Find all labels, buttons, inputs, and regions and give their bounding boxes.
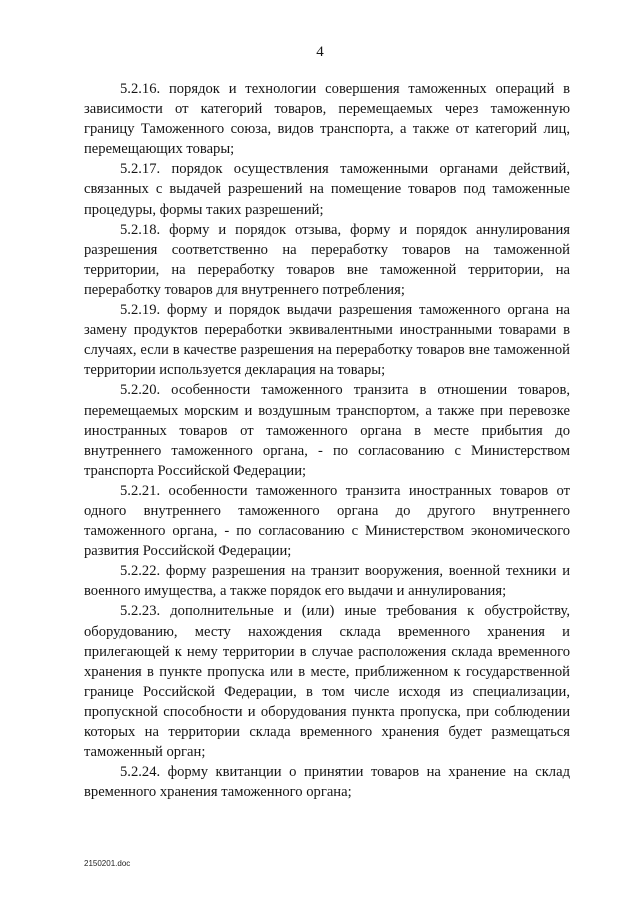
paragraph-5-2-19: 5.2.19. форму и порядок выдачи разрешения таможенного органа на замену продуктов переработки эквивалентными иностранными товарами в случаях, если в качестве разрешения на переработку товаров вне таможенной территории используется декларация на товары; <box>84 302 570 379</box>
page-number: 4 <box>316 44 324 60</box>
paragraph-5-2-18: 5.2.18. форму и порядок отзыва, форму и порядок аннулирования разрешения соответственно на переработку товаров на таможенной территории, на переработку товаров вне таможенной территории, на переработку товаров для внутреннего потребления; <box>84 221 570 298</box>
paragraph-5-2-16: 5.2.16. порядок и технологии совершения таможенных операций в зависимости от категорий товаров, перемещаемых через таможенную границу Таможенного союза, видов транспорта, а также от категорий лиц, перемещающих товары; <box>84 81 570 158</box>
paragraph-5-2-22: 5.2.22. форму разрешения на транзит вооружения, военной техники и военного имущества, а также порядок его выдачи и аннулирования; <box>84 563 570 600</box>
paragraph-5-2-17: 5.2.17. порядок осуществления таможенными органами действий, связанных с выдачей разрешений на помещение товаров под таможенные процедуры, формы таких разрешений; <box>84 161 570 218</box>
paragraph-5-2-23: 5.2.23. дополнительные и (или) иные требования к обустройству, оборудованию, месту нахождения склада временного хранения и прилегающей к нему территории в случае расположения склада временного хранения в пункте пропуска или в месте, приближенном к государственной границе Российской Федерации, в том числе исходя из специализации, пропускной способности и оборудования пункта пропуска, при соблюдении которых на территории склада временного хранения будет размещаться таможенный орган; <box>84 603 570 761</box>
paragraph-5-2-24: 5.2.24. форму квитанции о принятии товаров на хранение на склад временного хранения таможенного органа; <box>84 764 570 801</box>
paragraph-5-2-20: 5.2.20. особенности таможенного транзита в отношении товаров, перемещаемых морским и воздушным транспортом, а также при перевозке иностранных товаров от таможенного органа в месте прибытия до внутреннего таможенного органа, - по согласованию с Министерством транспорта Российской Федерации; <box>84 382 570 479</box>
paragraph-5-2-21: 5.2.21. особенности таможенного транзита иностранных товаров от одного внутреннего таможенного органа до другого внутреннего таможенного органа, - по согласованию с Министерством экономического развития Российской Федерации; <box>84 482 570 560</box>
document-body <box>84 79 570 802</box>
footer-file-name: 2150201.doc <box>84 859 131 868</box>
